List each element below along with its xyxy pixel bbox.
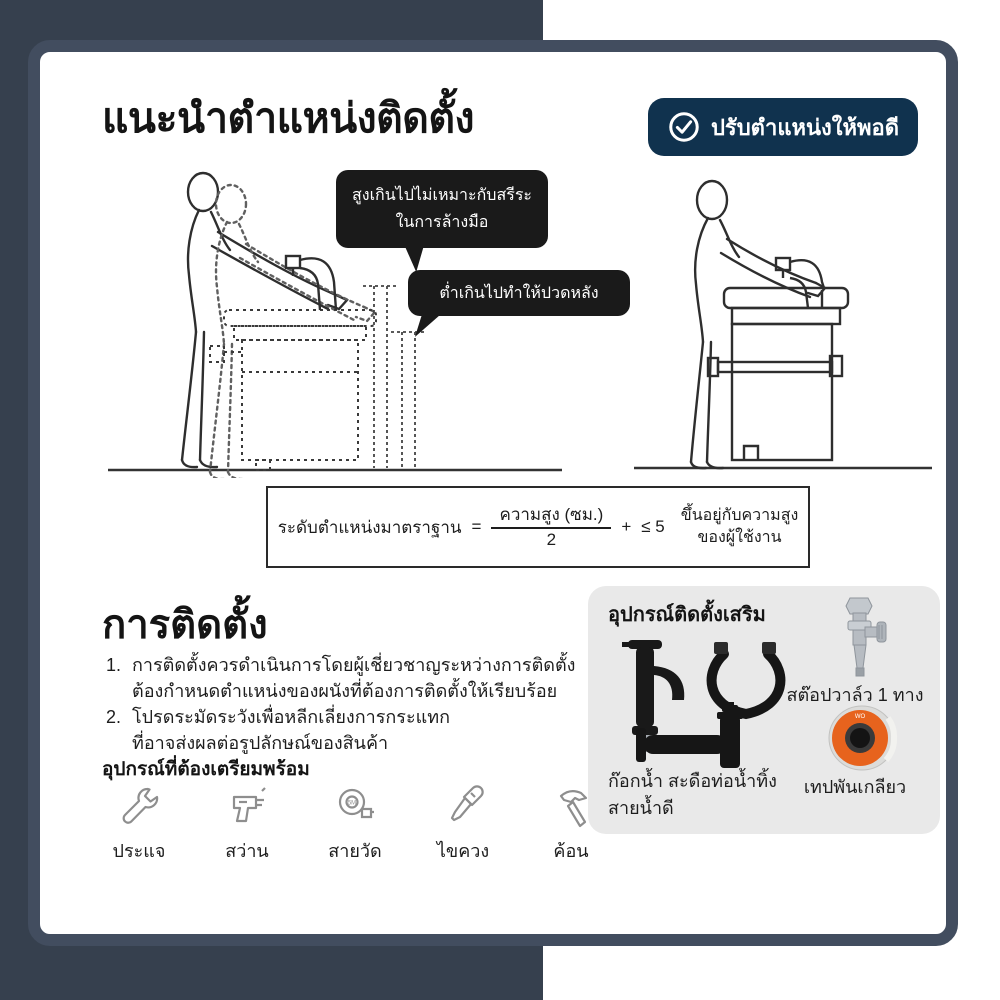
correct-height-illustration: [632, 162, 934, 478]
hammer-icon: [549, 784, 593, 828]
badge-label: ปรับตำแหน่งให้พอดี: [710, 114, 900, 140]
tool-screwdriver: [426, 784, 500, 865]
check-circle-icon: [667, 110, 701, 144]
callout-too-high-line2: ในการล้างมือ: [395, 214, 489, 231]
tool-wrench: [102, 784, 176, 865]
tool-tape-measure: [318, 784, 392, 865]
tool-label: สายวัด: [328, 841, 382, 861]
black-bottle-trap-image: [634, 702, 766, 772]
infographic-card: [28, 40, 958, 946]
standard-height-formula: [266, 486, 810, 568]
tool-label: ประแจ: [112, 841, 166, 861]
callout-too-high: [336, 170, 548, 248]
sink-dashed: [210, 310, 376, 470]
formula-numerator: ความสูง (ซม.): [491, 504, 611, 528]
formula-plus: +: [621, 517, 632, 536]
fit-position-badge: [648, 98, 918, 156]
tape-measure-icon: [333, 784, 377, 828]
person-solid: [182, 173, 347, 467]
stop-valve-image: [830, 594, 890, 678]
installation-step-1: 1. การติดตั้งควรดำเนินการโดยผู้เชี่ยวชาญระหว่างการติดตั้ง ต้องกำหนดตำแหน่งของผนังที่ต้องการติดตั้งให้เรียบร้อย: [106, 655, 576, 702]
formula-tolerance: ≤ 5: [641, 517, 665, 536]
valve-caption: สต๊อปวาล์ว 1 ทาง: [786, 685, 924, 705]
callout-too-low: [408, 270, 630, 316]
accessories-panel: [588, 586, 940, 834]
formula-lhs: ระดับตำแหน่งมาตราฐาน: [277, 517, 462, 537]
faucet-set-caption: ก๊อกน้ำ สะดือท่อน้ำทิ้ง สายน้ำดี: [608, 771, 777, 818]
drill-icon: [225, 784, 269, 828]
tape-brand-text: WO: [854, 714, 866, 720]
thread-seal-tape-image: [826, 704, 898, 772]
formula-note: ขึ้นอยู่กับความสูง ของผู้ใช้งาน: [680, 507, 799, 546]
callout-too-low-text: ต่ำเกินไปทำให้ปวดหลัง: [439, 284, 599, 302]
formula-equals: =: [471, 517, 482, 536]
wrench-icon: [117, 784, 161, 828]
installation-title: การติดตั้ง: [102, 603, 268, 647]
screwdriver-icon: [441, 784, 485, 828]
accessories-header: อุปกรณ์ติดตั้งเสริม: [608, 604, 766, 626]
formula-fraction: [491, 504, 611, 550]
tape-caption: เทปพันเกลียว: [803, 777, 907, 797]
tool-label: ไขควง: [436, 841, 490, 861]
tool-label: ค้อน: [553, 841, 589, 861]
callout-too-high-line1: สูงเกินไปไม่เหมาะกับสรีระ: [352, 186, 532, 204]
sink-solid: [708, 288, 848, 460]
tools-row: [102, 784, 608, 865]
tools-header: อุปกรณ์ที่ต้องเตรียมพร้อม: [102, 759, 310, 780]
tape-measure-text: 5M: [347, 800, 357, 807]
tool-label: สว่าน: [225, 841, 269, 861]
page-title: แนะนำตำแหน่งติดตั้ง: [102, 95, 475, 141]
formula-denominator: 2: [546, 529, 557, 549]
installation-steps: [106, 652, 586, 756]
installation-step-2: 2. โปรดระมัดระวังเพื่อหลีกเลี่ยงการกระแทก ที่อาจส่งผลต่อรูปลักษณ์ของสินค้า: [106, 707, 450, 754]
tool-drill: [210, 784, 284, 865]
